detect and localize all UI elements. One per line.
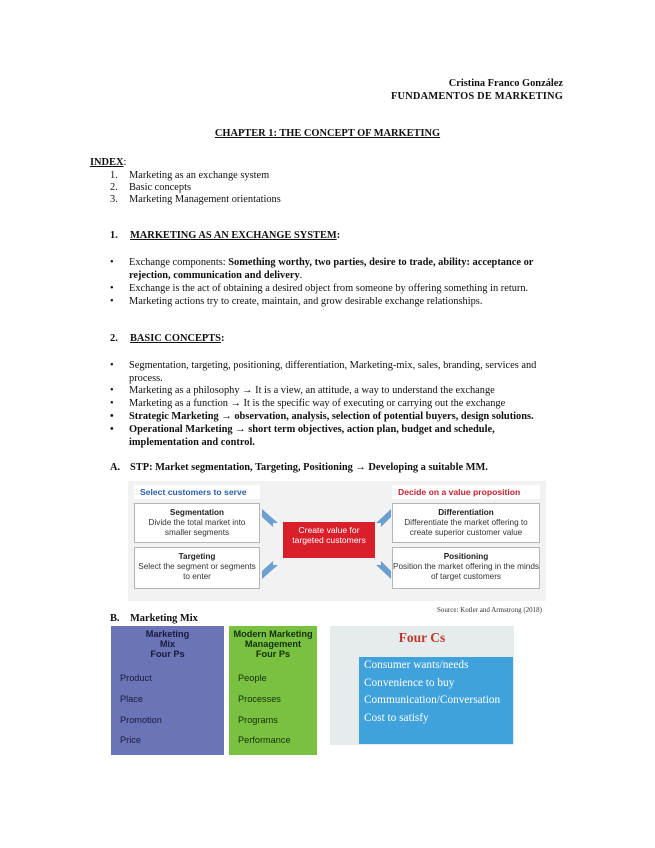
list-item: Cost to satisfy <box>364 711 429 724</box>
create-value-box: Create value for targeted customers <box>283 522 375 558</box>
stp-diagram <box>128 481 546 614</box>
list-item: Consumer wants/needs <box>364 659 469 671</box>
author-name: Cristina Franco González <box>448 78 563 89</box>
section-2-bullet: • Marketing as a philosophy → It is a view, an attitude, a way to understand the exchange <box>110 385 495 396</box>
list-item: Promotion <box>120 714 162 725</box>
index-item: 2. Basic concepts <box>110 182 192 193</box>
section-2-bullet: • Strategic Marketing → observation, analysis, selection of potential buyers, design solutions. <box>110 411 534 422</box>
subsection-b-heading: B. Marketing Mix <box>110 613 198 624</box>
four-cs-list <box>359 657 513 744</box>
four-ps-box <box>111 626 224 755</box>
four-cs-box <box>330 626 514 745</box>
stp-arrows <box>128 481 546 601</box>
list-item: People <box>238 673 267 683</box>
list-item: Price <box>120 735 141 746</box>
list-item: Place <box>120 693 143 704</box>
modern-four-ps-box <box>229 626 317 755</box>
list-item: Convenience to buy <box>364 676 455 689</box>
list-item: Performance <box>238 735 291 746</box>
list-item: Processes <box>238 693 281 704</box>
index-heading: INDEX: <box>90 157 127 168</box>
index-item: 3. Marketing Management orientations <box>110 194 281 205</box>
chapter-title: CHAPTER 1: THE CONCEPT OF MARKETING <box>214 128 441 139</box>
arrow-icon <box>376 509 391 527</box>
four-ps-list <box>111 673 224 756</box>
list-item: Programs <box>238 714 278 725</box>
stp-left-header: Select customers to serve <box>134 485 260 499</box>
section-2-heading: 2. BASIC CONCEPTS: <box>110 333 225 344</box>
list-item: Communication/Conversation <box>364 694 501 707</box>
arrow-icon <box>262 509 278 527</box>
stp-right-header: Decide on a value proposition <box>392 485 540 499</box>
arrow-icon <box>262 561 278 579</box>
list-item: Product <box>120 673 152 683</box>
course-title: FUNDAMENTOS DE MARKETING <box>390 91 563 102</box>
modern-four-ps-list <box>229 673 317 756</box>
section-1-bullet: • Exchange components: Something worthy, two parties, desire to trade, ability: acceptance or rejection, communication and delivery. <box>110 257 534 282</box>
positioning-box: Positioning Position the market offering in the minds of target customers <box>392 547 540 589</box>
section-1-bullet: • Marketing actions try to create, maintain, and grow desirable exchange relationships. <box>110 296 483 307</box>
section-1-heading: 1. MARKETING AS AN EXCHANGE SYSTEM: <box>110 230 341 241</box>
modern-four-ps-header: Modern Marketing Management Four Ps <box>233 629 313 660</box>
index-item: 1. Marketing as an exchange system <box>110 170 270 181</box>
section-2-bullet: • Marketing as a function → It is the specific way of executing or carrying out the exchange <box>110 398 506 409</box>
targeting-box: Targeting Select the segment or segments to enter <box>134 547 260 589</box>
differentiation-box: Differentiation Differentiate the market offering to create superior customer value <box>392 503 540 543</box>
section-2-bullet: • Operational Marketing → short term objectives, action plan, budget and schedule, implementation and control. <box>110 424 495 449</box>
arrow-icon <box>376 561 391 579</box>
segmentation-box: Segmentation Divide the total market into smaller segments <box>134 503 260 543</box>
section-1-bullet: • Exchange is the act of obtaining a desired object from someone by offering something in return. <box>110 283 529 294</box>
section-2-bullet: • Segmentation, targeting, positioning, differentiation, Marketing-mix, sales, branding, services and process. <box>110 360 537 385</box>
stp-source: Source: Kotler and Armstrong (2018) <box>437 606 542 614</box>
subsection-a-heading: A. STP: Market segmentation, Targeting, Positioning → Developing a suitable MM. <box>110 462 488 473</box>
four-cs-title: Four Cs <box>398 630 446 645</box>
four-ps-header: Marketing Mix Four Ps <box>145 629 190 660</box>
